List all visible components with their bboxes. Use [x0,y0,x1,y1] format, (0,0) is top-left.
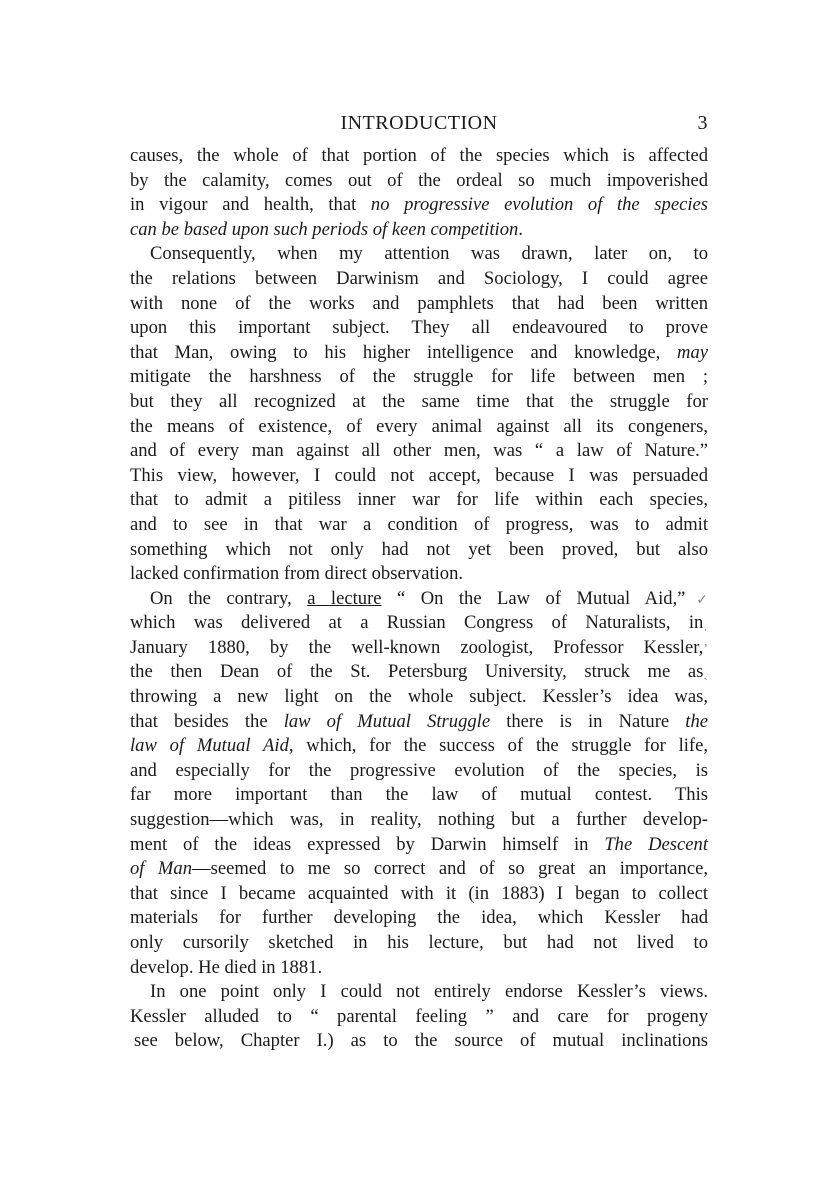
text-line: far more important than the law of mutual contest. This [130,784,708,806]
text-line: This view, however, I could not accept, because I was persuaded [130,464,708,486]
italic-text: the [685,710,709,732]
text-line: see below, Chapter I.) as to the source of mutual inclinations [134,1030,708,1052]
text-line: that besides the law of Mutual Struggle there is in Nature the [130,710,709,732]
text-line: that Man, owing to his higher intelligence and knowledge, may [130,341,708,363]
text-line: ment of the ideas expressed by Darwin himself in The Descent [130,833,708,855]
text-line: and especially for the progressive evolution of the species, is [130,759,708,781]
text-line: mitigate the harshness of the struggle for life between men ; [130,366,708,388]
italic-text: may [677,341,708,363]
text-line: On the contrary, a lecture “ On the Law of Mutual Aid,”✓ [150,587,708,609]
italic-text: can be based upon such periods of keen competition [130,218,519,240]
italic-text: of Man [130,858,192,880]
italic-text: law of Mutual Aid [130,735,289,757]
text-line: with none of the works and pamphlets that had been written [130,292,708,314]
text-line: by the calamity, comes out of the ordeal so much impoverished [130,169,708,191]
text-line: January 1880, by the well-known zoologist, Professor Kessler,ʼ [130,636,708,658]
text-line: In one point only I could not entirely endorse Kessler’s views. [150,981,708,1003]
text-line: law of Mutual Aid, which, for the success of the struggle for life, [130,735,709,757]
page-number: 3 [697,112,708,134]
italic-text: no progressive evolution of the species [370,194,708,216]
italic-text: The Descent [604,833,708,855]
text-line: but they all recognized at the same time that the struggle for [130,390,708,412]
margin-mark: ˌ [703,617,708,633]
margin-mark: ˏ [703,666,708,682]
text-line: and to see in that war a condition of progress, was to admit [130,513,708,535]
italic-text: law of Mutual Struggle [283,710,491,732]
underlined-text: a lecture [307,587,382,609]
text-line: upon this important subject. They all endeavoured to prove [130,317,708,339]
text-line: the then Dean of the St. Petersburg University, struck me asˏ [130,661,708,683]
text-line: throwing a new light on the whole subject. Kessler’s idea was, [130,686,708,708]
text-line: something which not only had not yet been proved, but also [130,538,708,560]
margin-mark: ✓ [685,592,708,608]
running-title: INTRODUCTION [340,112,498,134]
text-line: lacked confirmation from direct observation. [130,563,464,585]
text-line: causes, the whole of that portion of the species which is affected [130,145,708,166]
text-line: the relations between Darwinism and Sociology, I could agree [130,267,708,289]
text-line: that to admit a pitiless inner war for life within each species, [130,489,708,511]
text-line: can be based upon such periods of keen competition. [130,218,523,240]
text-line: Consequently, when my attention was drawn, later on, to [150,243,708,265]
page-body [130,144,708,1054]
text-line: Kessler alluded to “ parental feeling ” and care for progeny [130,1005,708,1027]
running-header [130,112,708,140]
text-line: which was delivered at a Russian Congress of Naturalists, inˌ [130,612,708,634]
text-line: of Man—seemed to me so correct and of so great an importance, [130,858,708,880]
text-line: suggestion—which was, in reality, nothing but a further develop- [130,809,708,831]
text-line: in vigour and health, that no progressive evolution of the species [130,194,708,216]
text-line: materials for further developing the idea, which Kessler had [130,907,708,929]
margin-mark: ʼ [703,641,708,657]
text-line: and of every man against all other men, was “ a law of Nature.” [130,440,708,462]
text-line: only cursorily sketched in his lecture, but had not lived to [130,932,708,953]
text-line: develop. He died in 1881. [130,956,323,978]
text-line: the means of existence, of every animal against all its congeners, [130,415,708,437]
text-line: that since I became acquainted with it (in 1883) I began to collect [130,882,708,904]
